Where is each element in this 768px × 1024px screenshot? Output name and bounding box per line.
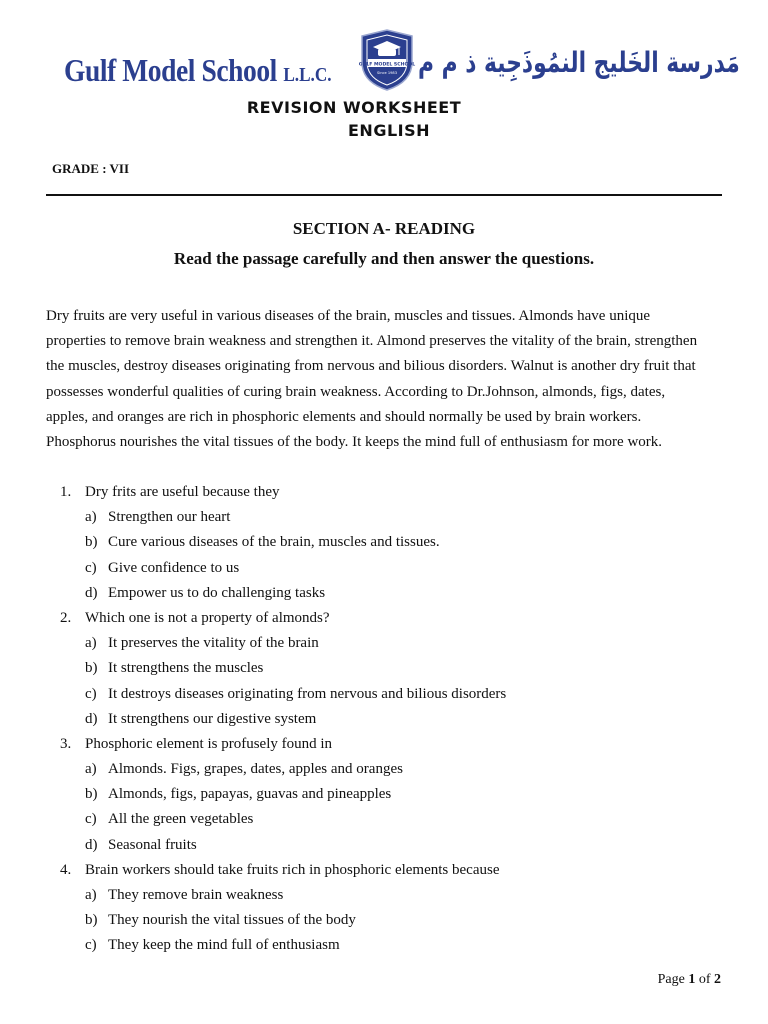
option-letter: c) <box>85 559 97 576</box>
question-text: Dry frits are useful because they <box>85 484 280 500</box>
option-1b <box>60 530 720 555</box>
option-letter: b) <box>85 786 98 803</box>
passage-line: possesses wonderful qualities of curing brain weakness. According to Dr.Johnson, almonds, figs, dates, <box>46 383 666 400</box>
question-1 <box>60 480 720 505</box>
question-3 <box>60 732 720 757</box>
option-2c <box>60 682 720 707</box>
passage-line: properties to remove brain weakness and strengthen it. Almond preserves the vitality of the brain, strengthen <box>46 333 698 350</box>
school-suffix: L.L.C. <box>283 64 332 86</box>
passage-line: Dry fruits are very useful in various diseases of the brain, muscles and tissues. Almonds have unique <box>46 308 651 324</box>
logo-text: GULF MODEL SCHOOL <box>358 62 416 68</box>
school-name-text: Gulf Model School <box>64 52 277 88</box>
reading-passage <box>46 304 726 455</box>
section-instruction: Read the passage carefully and then answer the questions. <box>173 249 595 268</box>
option-1d <box>60 581 720 606</box>
option-text: They remove brain weakness <box>108 887 284 903</box>
question-2 <box>60 606 720 631</box>
option-2d <box>60 707 720 732</box>
page-number <box>658 972 721 988</box>
option-1c <box>60 556 720 581</box>
option-text: Cure various diseases of the brain, muscles and tissues. <box>108 534 440 551</box>
option-text: Almonds, figs, papayas, guavas and pineapples <box>108 786 392 803</box>
option-text: All the green vegetables <box>108 811 254 828</box>
question-number: 2. <box>60 609 72 626</box>
option-text: They nourish the vital tissues of the body <box>108 912 356 929</box>
option-3a <box>60 757 720 782</box>
option-text: It destroys diseases originating from nervous and bilious disorders <box>108 685 507 702</box>
option-text: Seasonal fruits <box>108 836 197 853</box>
school-logo <box>354 26 420 92</box>
current-page: 1 <box>688 972 696 987</box>
school-name <box>64 52 332 89</box>
option-letter: c) <box>85 937 97 954</box>
option-3c <box>60 807 720 832</box>
passage-line: the muscles, destroy diseases originating from nervous and bilious disorders. Walnut is another dry fruit that <box>46 358 696 375</box>
option-4b <box>60 908 720 933</box>
option-1a <box>60 505 720 530</box>
option-text: It strengthens our digestive system <box>108 710 317 727</box>
option-letter: b) <box>85 534 98 551</box>
option-letter: d) <box>85 710 98 727</box>
option-text: They keep the mind full of enthusiasm <box>108 937 340 954</box>
option-text: Strengthen our heart <box>108 509 231 526</box>
option-letter: a) <box>85 887 97 903</box>
option-2b <box>60 656 720 681</box>
option-letter: d) <box>85 584 98 601</box>
question-text: Which one is not a property of almonds? <box>85 609 330 626</box>
school-name-arabic: مَدرسة الخَليج النمُوذَجِية ذ م م <box>418 46 740 79</box>
option-letter: d) <box>85 836 98 853</box>
option-3b <box>60 782 720 807</box>
option-text: It preserves the vitality of the brain <box>108 635 319 652</box>
question-text: Phosphoric element is profusely found in <box>85 735 333 752</box>
page-label: Page <box>657 972 685 987</box>
option-letter: a) <box>85 509 97 526</box>
option-text: It strengthens the muscles <box>108 660 264 677</box>
question-4 <box>60 858 720 883</box>
header-divider <box>46 194 722 196</box>
grade-label: GRADE : VII <box>52 161 130 176</box>
passage-line: apples, and oranges are rich in phosphoric elements and should normally be used by brain workers. <box>46 408 642 425</box>
of-label: of <box>698 972 711 987</box>
option-letter: c) <box>85 811 97 828</box>
option-2a <box>60 631 720 656</box>
passage-line: Phosphorus nourishes the vital tissues of the body. It keeps the mind full of enthusiasm for more work. <box>46 434 663 451</box>
option-3d <box>60 833 720 858</box>
question-list <box>60 480 720 959</box>
logo-subtext: Since 1983 <box>376 71 398 75</box>
option-letter: b) <box>85 912 98 929</box>
option-letter: a) <box>85 635 97 652</box>
option-text: Empower us to do challenging tasks <box>108 584 326 601</box>
total-pages: 2 <box>714 972 721 987</box>
option-4a <box>60 883 720 908</box>
question-number: 1. <box>60 484 72 500</box>
option-letter: b) <box>85 660 98 677</box>
option-text: Give confidence to us <box>108 559 240 576</box>
question-number: 4. <box>60 861 72 878</box>
option-text: Almonds. Figs, grapes, dates, apples and oranges <box>108 761 403 778</box>
option-letter: c) <box>85 685 97 702</box>
option-4c <box>60 933 720 958</box>
question-text: Brain workers should take fruits rich in phosphoric elements because <box>85 861 500 878</box>
option-letter: a) <box>85 761 97 778</box>
worksheet-title: REVISION WORKSHEET <box>246 98 462 117</box>
worksheet-subject: ENGLISH <box>348 121 431 140</box>
question-number: 3. <box>60 735 72 752</box>
section-title: SECTION A- READING <box>292 219 476 238</box>
